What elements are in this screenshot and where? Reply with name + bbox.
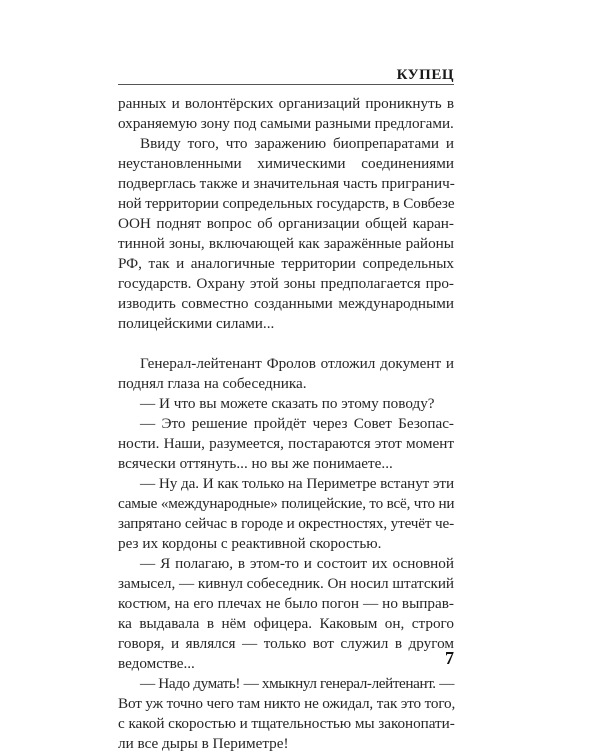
page-text xyxy=(118,94,454,754)
text-line: ведомстве... xyxy=(118,655,195,672)
text-line: рез их кордоны с реактивной скоростью. xyxy=(118,535,382,552)
text-line: ранных и волонтёрских организаций проникнуть в xyxy=(118,95,454,112)
text-line: неустановленными химическими соединениями xyxy=(118,155,454,172)
text-line: ной территории сопредельных государств, в Совбезе xyxy=(118,195,455,212)
text-line: самые «международные» полицейские, то всё, что ни xyxy=(118,495,455,512)
text-line: ли все дыры в Периметре! xyxy=(118,735,289,752)
text-line: РФ, так и аналогичные территории сопредельных xyxy=(118,255,454,272)
text-line: с какой скоростью и тщательностью мы законопати- xyxy=(118,715,455,732)
text-line: поднял глаза на собеседника. xyxy=(118,375,307,392)
text-line: Генерал-лейтенант Фролов отложил документ и xyxy=(140,355,454,372)
text-line: Ввиду того, что заражению биопрепаратами и xyxy=(140,135,454,152)
text-line: — Я полагаю, в этом-то и состоит их основной xyxy=(140,555,454,572)
text-line: тинной зоны, включающей как заражённые районы xyxy=(118,235,454,252)
text-line: — И что вы можете сказать по этому поводу? xyxy=(140,395,435,412)
text-line: подверглась также и значительная часть пригранич- xyxy=(118,175,455,192)
section-break xyxy=(118,334,454,354)
text-line: ООН поднят вопрос об организации общей каран- xyxy=(118,215,454,232)
text-line: всячески оттянуть... но вы же понимаете... xyxy=(118,455,393,472)
text-line: Вот уж точно чего там никто не ожидал, так это того, xyxy=(118,695,456,712)
text-line: говоря, и являлся — только вот служил в другом xyxy=(118,635,454,652)
text-line: ка выдавала в нём офицера. Каковым он, строго xyxy=(118,615,454,632)
text-line: костюм, на его плечах не было погон — но выправ- xyxy=(118,595,454,612)
text-line: — Ну да. И как только на Периметре встанут эти xyxy=(140,475,454,492)
text-line: полицейскими силами... xyxy=(118,315,275,332)
text-line: замысел, — кивнул собеседник. Он носил штатский xyxy=(118,575,454,592)
text-line: — Надо думать! — хмыкнул генерал-лейтенант. — xyxy=(140,675,454,692)
header-rule xyxy=(118,84,454,85)
text-line: государств. Охрану этой зоны предполагается про- xyxy=(118,275,454,292)
text-line: запрятано сейчас в городе и окрестностях, утечёт че- xyxy=(118,515,454,532)
page-number: 7 xyxy=(445,648,454,668)
text-line: изводить совместно созданными международными xyxy=(118,295,454,312)
text-line: охраняемую зону под самыми разными предлогами. xyxy=(118,115,454,132)
text-line: — Это решение пройдёт через Совет Безопас- xyxy=(140,415,454,432)
text-line: ности. Наши, разумеется, постараются этот момент xyxy=(118,435,454,452)
running-head: КУПЕЦ xyxy=(396,67,454,83)
